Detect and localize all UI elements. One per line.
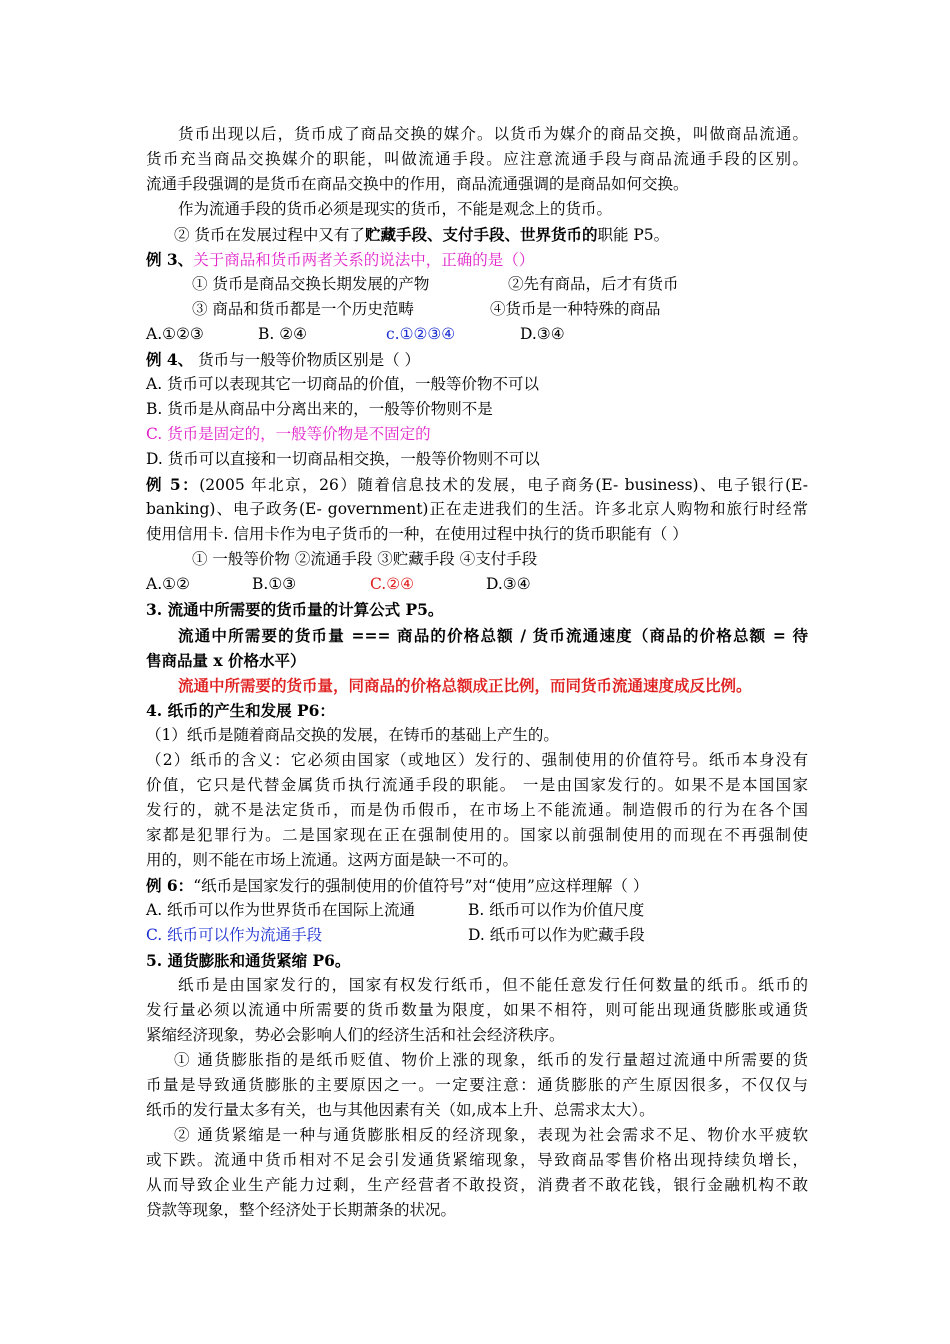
- sec5-p3-line3: 从而导致企业生产能力过剩，生产经营者不敢投资，消费者不敢花钱，银行金融机构不敢: [146, 1176, 808, 1194]
- ex5-answer-c: C.②④: [370, 575, 415, 593]
- sec4-title: 4. 纸币的产生和发展 P6：: [146, 701, 335, 720]
- sec5-p2-line3: 纸币的发行量太多有关，也与其他因素有关（如,成本上升、总需求太大）。: [146, 1101, 655, 1119]
- sec4-p2-line3: 发行的，就不是法定货币，而是伪币假币，在市场上不能流通。制造假币的行为在各个国: [146, 801, 808, 819]
- sec5-p1-line3: 紧缩经济现象，势必会影响人们的经济生活和社会经济秩序。: [146, 1026, 565, 1044]
- ex6-answer-b: B. 纸币可以作为价值尺度: [468, 901, 645, 919]
- ex4-answer-b: B. 货币是从商品中分离出来的，一般等价物则不是: [146, 400, 493, 418]
- ex3-opt3: ③ 商品和货币都是一个历史范畴: [192, 300, 414, 318]
- ex5-line1-text: (2005 年北京，26）随着信息技术的发展，电子商务(E- business)、电子银行(E-: [199, 476, 808, 494]
- ex4-answer-a: A. 货币可以表现其它一切商品的价值，一般等价物不可以: [146, 375, 540, 393]
- ex5-line3: 使用信用卡. 信用卡作为电子货币的一种，在使用过程中执行的货币职能有（ ）: [146, 525, 688, 543]
- sec5-p3-line2: 或下跌。流通中货币相对不足会引发通货紧缩现象，导致商品零售价格出现持续负增长，: [146, 1151, 808, 1169]
- sec3-title: 3. 流通中所需要的货币量的计算公式 P5。: [146, 600, 444, 619]
- ex5-options: ① 一般等价物 ②流通手段 ③贮藏手段 ④支付手段: [192, 550, 538, 568]
- ex6-answer-c: C. 纸币可以作为流通手段: [146, 926, 323, 944]
- sec4-p1: （1）纸币是随着商品交换的发展，在铸币的基础上产生的。: [146, 726, 559, 744]
- sec5-p2-line1: ① 通货膨胀指的是纸币贬值、物价上涨的现象，纸币的发行量超过流通中所需要的货: [174, 1051, 808, 1069]
- para3-post: 职能 P5。: [597, 226, 670, 244]
- sec5-p1-line2: 发行量必须以流通中所需要的货币数量为限度，如果不相符，则可能出现通货膨胀或通货: [146, 1001, 808, 1019]
- ex3-opt4: ④货币是一种特殊的商品: [490, 300, 661, 318]
- sec5-title: 5. 通货膨胀和通货紧缩 P6。: [146, 951, 351, 970]
- sec3-red-note: 流通中所需要的货币量，同商品的价格总额成正比例，而同货币流通速度成反比例。: [178, 676, 752, 695]
- sec5-p2-line2: 币量是导致通货膨胀的主要原因之一。一定要注意：通货膨胀的产生原因很多，不仅仅与: [146, 1076, 808, 1094]
- ex3-opt2: ②先有商品，后才有货币: [508, 275, 679, 293]
- ex5-label: 例 5：: [146, 475, 200, 494]
- ex6-answer-d: D. 纸币可以作为贮藏手段: [468, 926, 645, 944]
- sec5-p1-line1: 纸币是由国家发行的，国家有权发行纸币，但不能任意发行任何数量的纸币。纸币的: [178, 976, 808, 994]
- ex5-answer-b: B.①③: [252, 575, 297, 593]
- sec4-p2-line1: （2）纸币的含义：它必须由国家（或地区）发行的、强制使用的价值符号。纸币本身没有: [146, 751, 808, 769]
- para2: 作为流通手段的货币必须是现实的货币，不能是观念上的货币。: [178, 200, 613, 218]
- ex6-question: [146, 873, 648, 898]
- ex3-answer-a: A.①②③: [146, 325, 204, 343]
- para1-line3: 流通手段强调的是货币在商品交换中的作用，商品流通强调的是商品如何交换。: [146, 175, 689, 193]
- para3-bold: 贮藏手段、支付手段、世界货币的: [364, 225, 598, 244]
- ex3-answer-b: B. ②④: [258, 325, 308, 343]
- para3: [174, 222, 669, 247]
- para1-line2: 货币充当商品交换媒介的职能，叫做流通手段。应注意流通手段与商品流通手段的区别。: [146, 150, 808, 168]
- sec4-p2-line5: 用的，则不能在市场上流通。这两方面是缺一不可的。: [146, 851, 519, 869]
- para3-pre: ② 货币在发展过程中又有了: [174, 226, 365, 244]
- ex4-answer-c: C. 货币是固定的，一般等价物是不固定的: [146, 425, 431, 443]
- ex3-label: 例 3、: [146, 250, 194, 269]
- sec4-p2-line4: 家都是犯罪行为。二是国家现在正在强制使用的。国家以前强制使用的而现在不再强制使: [146, 826, 808, 844]
- ex5-line1: [146, 472, 808, 497]
- ex3-answer-c: c.①②③④: [386, 325, 456, 343]
- ex3-question: [146, 247, 534, 272]
- sec5-p3-line4: 贷款等现象，整个经济处于长期萧条的状况。: [146, 1201, 457, 1219]
- ex6-label: 例 6：: [146, 876, 194, 895]
- ex4-question: [146, 347, 420, 372]
- sec3-formula-line1: 流通中所需要的货币量 === 商品的价格总额 / 货币流通速度（商品的价格总额 = 待: [178, 626, 808, 645]
- ex5-answer-d: D.③④: [486, 575, 531, 593]
- ex3-question-text: 关于商品和货币两者关系的说法中，正确的是（）: [193, 251, 535, 269]
- ex5-answer-a: A.①②: [146, 575, 190, 593]
- sec4-p2-line2: 价值，它只是代替金属货币执行流通手段的职能。 一是由国家发行的。如果不是本国国家: [146, 776, 808, 794]
- ex4-question-text: 货币与一般等价物质区别是（ ）: [193, 351, 421, 369]
- sec3-formula-line2: 售商品量 x 价格水平）: [146, 651, 306, 670]
- sec5-p3-line1: ② 通货紧缩是一种与通货膨胀相反的经济现象，表现为社会需求不足、物价水平疲软: [174, 1126, 808, 1144]
- ex6-question-text: “纸币是国家发行的强制使用的价值符号”对“使用”应这样理解（ ）: [193, 877, 649, 895]
- ex5-line2: banking)、电子政务(E- government)正在走进我们的生活。许多北京人购物和旅行时经常: [146, 500, 808, 518]
- ex6-answer-a: A. 纸币可以作为世界货币在国际上流通: [146, 901, 416, 919]
- ex3-opt1: ① 货币是商品交换长期发展的产物: [192, 275, 430, 293]
- ex3-answer-d: D.③④: [520, 325, 565, 343]
- ex4-answer-d: D. 货币可以直接和一切商品相交换，一般等价物则不可以: [146, 450, 540, 468]
- para1-line1: 货币出现以后，货币成了商品交换的媒介。以货币为媒介的商品交换，叫做商品流通。: [178, 125, 808, 143]
- ex4-label: 例 4、: [146, 350, 194, 369]
